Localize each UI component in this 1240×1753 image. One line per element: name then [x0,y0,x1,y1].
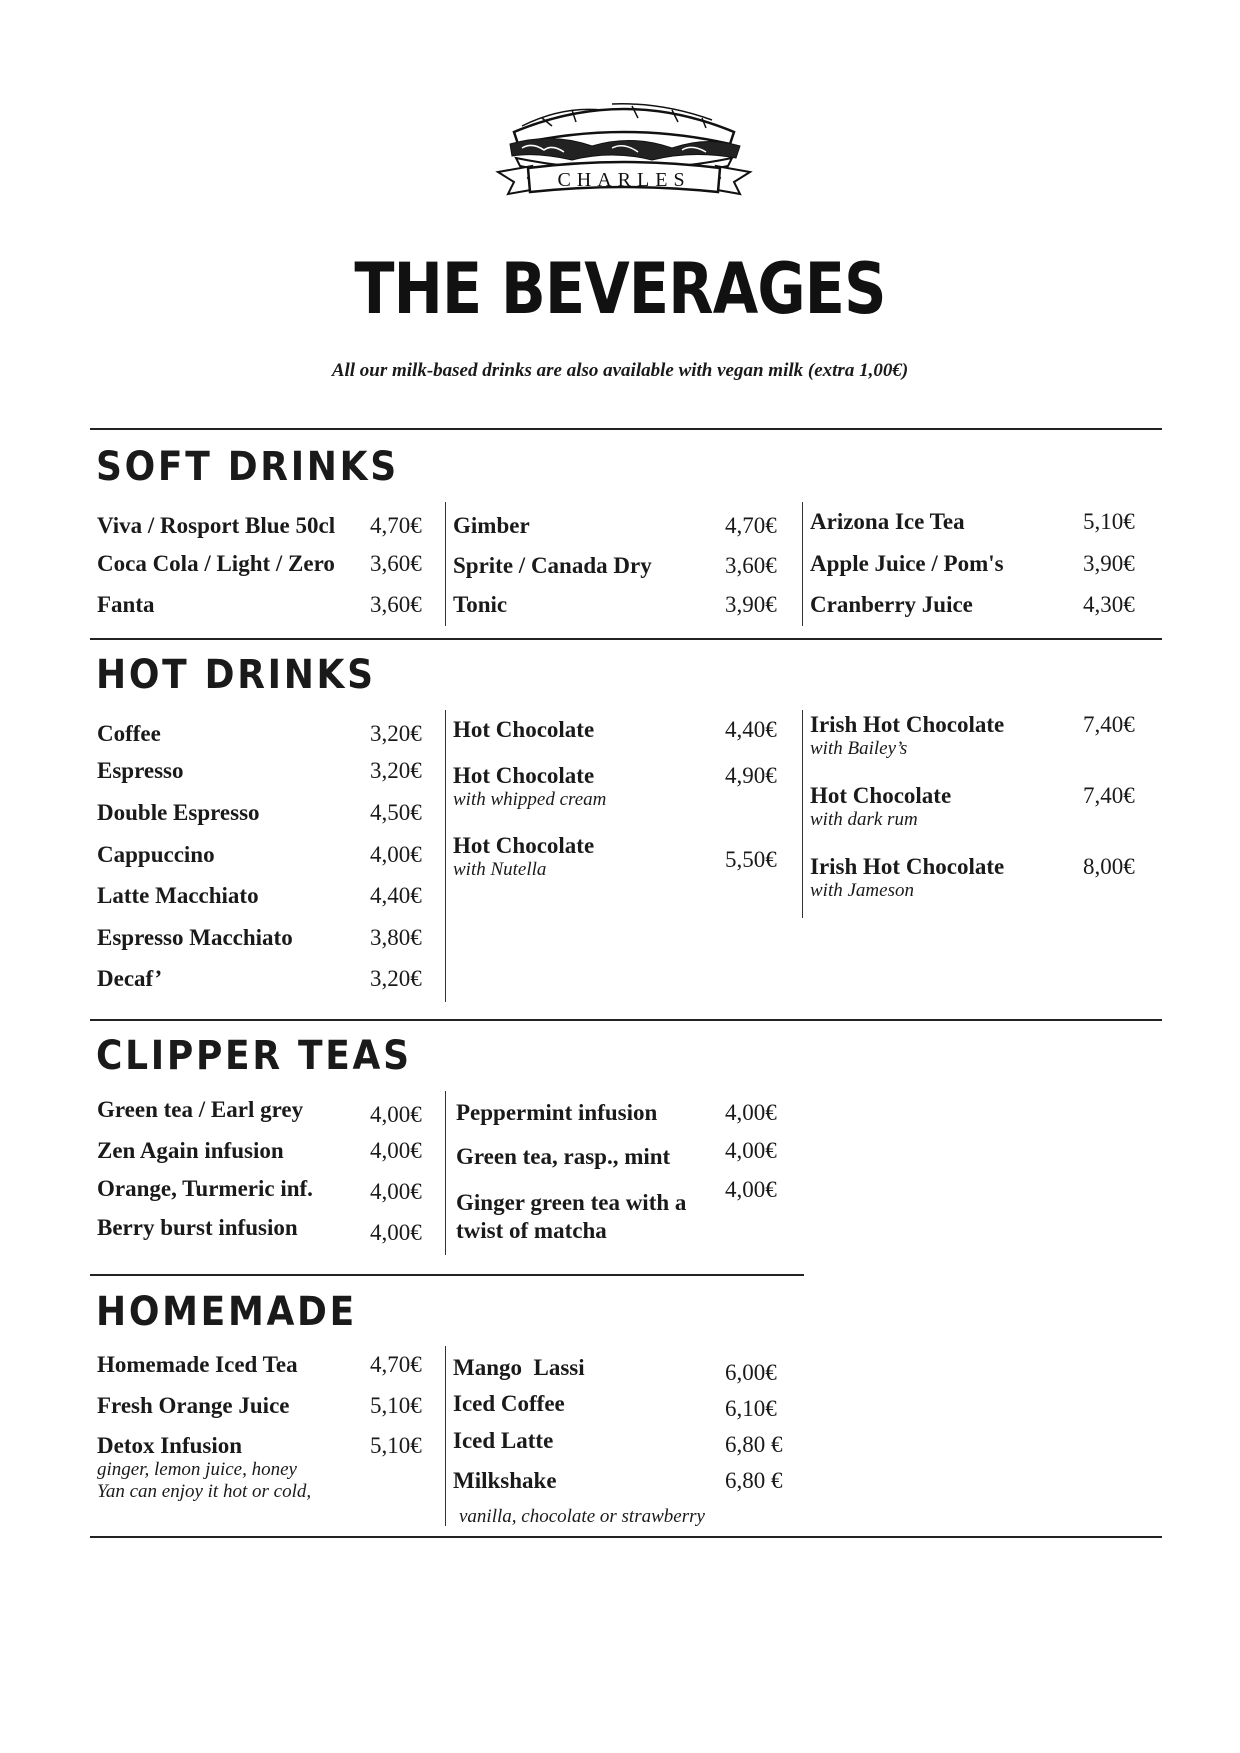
item-name: Cranberry Juice [810,592,973,617]
column-separator [445,710,446,1002]
item-price: 5,10€ [370,1393,422,1418]
item-price: 6,80 € [725,1432,783,1457]
item-name: Hot Chocolate [453,833,595,858]
item-price: 3,20€ [370,721,422,746]
item-name: Fanta [97,592,155,617]
item-price: 4,00€ [370,842,422,867]
item-name: Hot Chocolate [453,763,595,788]
item-name: Orange, Turmeric inf. [97,1176,313,1201]
item-name: Irish Hot Chocolate [810,712,1005,737]
item-name: Sprite / Canada Dry [453,553,652,578]
item-price: 4,70€ [725,513,777,538]
item-price: 7,40€ [1083,712,1135,737]
section-title-clipper-teas: CLIPPER TEAS [96,1033,412,1079]
item-price: 4,00€ [370,1220,422,1245]
item-price: 4,90€ [725,763,777,788]
item-name: Iced Latte [453,1428,554,1453]
item-price: 4,00€ [370,1138,422,1163]
column-separator [445,502,446,626]
item-price: 4,00€ [725,1177,777,1202]
item-name: Latte Macchiato [97,883,259,908]
item-name: Mango Lassi [453,1355,585,1380]
milkshake-flavors-note: vanilla, chocolate or strawberry [459,1506,705,1527]
section-title-soft-drinks: SOFT DRINKS [96,444,399,490]
section-divider [90,428,1162,430]
item-price: 3,60€ [725,553,777,578]
item-name: Double Espresso [97,800,260,825]
section-divider [90,1019,1162,1021]
item-name: Coca Cola / Light / Zero [97,551,335,576]
item-price: 4,00€ [725,1100,777,1125]
item-price: 3,60€ [370,592,422,617]
item-price: 6,00€ [725,1360,777,1385]
page-title: THE BEVERAGES [354,248,886,330]
item-price: 3,20€ [370,966,422,991]
item-price: 4,50€ [370,800,422,825]
item-price: 4,00€ [725,1138,777,1163]
item-name: Viva / Rosport Blue 50cl [97,513,336,538]
item-price: 4,00€ [370,1179,422,1204]
item-name: Berry burst infusion [97,1215,298,1240]
item-price: 6,80 € [725,1468,783,1493]
item-description: with whipped cream [453,789,607,810]
item-name: Irish Hot Chocolate [810,854,1005,879]
item-description: with Jameson [810,880,914,901]
item-price: 3,90€ [1083,551,1135,576]
column-separator [802,502,803,626]
item-description: with Bailey’s [810,738,908,759]
item-name: Arizona Ice Tea [810,509,965,534]
column-separator [445,1091,446,1255]
item-name: Hot Chocolate [453,717,595,742]
item-name: Espresso [97,758,184,783]
item-price: 4,30€ [1083,592,1135,617]
item-name: Ginger green tea with a twist of matcha [456,1190,687,1243]
column-separator [802,710,803,918]
item-name: Apple Juice / Pom's [810,551,1004,576]
item-name: Tonic [453,592,508,617]
section-divider [90,638,1162,640]
item-name: Hot Chocolate [810,783,952,808]
item-description: Yan can enjoy it hot or cold, [97,1481,312,1502]
item-name: Green tea, rasp., mint [456,1144,671,1169]
item-price: 4,40€ [725,717,777,742]
page-subtitle: All our milk-based drinks are also available with vegan milk (extra 1,00€) [331,360,909,381]
section-divider [90,1274,804,1276]
section-divider [90,1536,1162,1538]
item-price: 5,50€ [725,847,777,872]
item-price: 5,10€ [370,1433,422,1458]
item-name: Iced Coffee [453,1391,565,1416]
item-name: Fresh Orange Juice [97,1393,290,1418]
item-price: 5,10€ [1083,509,1135,534]
item-price: 3,80€ [370,925,422,950]
item-name: Cappuccino [97,842,215,867]
item-name: Detox Infusion [97,1433,243,1458]
item-name: Milkshake [453,1468,557,1493]
item-name: Gimber [453,513,530,538]
item-name: Homemade Iced Tea [97,1352,298,1377]
item-name: Decaf’ [97,966,163,991]
item-price: 4,00€ [370,1102,422,1127]
item-price: 8,00€ [1083,854,1135,879]
item-name: Espresso Macchiato [97,925,293,950]
item-price: 4,40€ [370,883,422,908]
item-price: 4,70€ [370,1352,422,1377]
item-price: 6,10€ [725,1396,777,1421]
item-description: ginger, lemon juice, honey [97,1459,297,1480]
item-price: 3,90€ [725,592,777,617]
item-description: with dark rum [810,809,918,830]
charles-logo [492,92,756,206]
item-price: 3,20€ [370,758,422,783]
item-price: 4,70€ [370,513,422,538]
item-name: Zen Again infusion [97,1138,284,1163]
column-separator [445,1346,446,1526]
logo-wordmark: CHARLES [557,169,691,191]
item-description: with Nutella [453,859,547,880]
item-name: Green tea / Earl grey [97,1097,304,1122]
section-title-homemade: HOMEMADE [96,1289,357,1335]
item-name: Coffee [97,721,161,746]
item-name: Peppermint infusion [456,1100,658,1125]
item-price: 7,40€ [1083,783,1135,808]
section-title-hot-drinks: HOT DRINKS [96,652,376,698]
item-price: 3,60€ [370,551,422,576]
